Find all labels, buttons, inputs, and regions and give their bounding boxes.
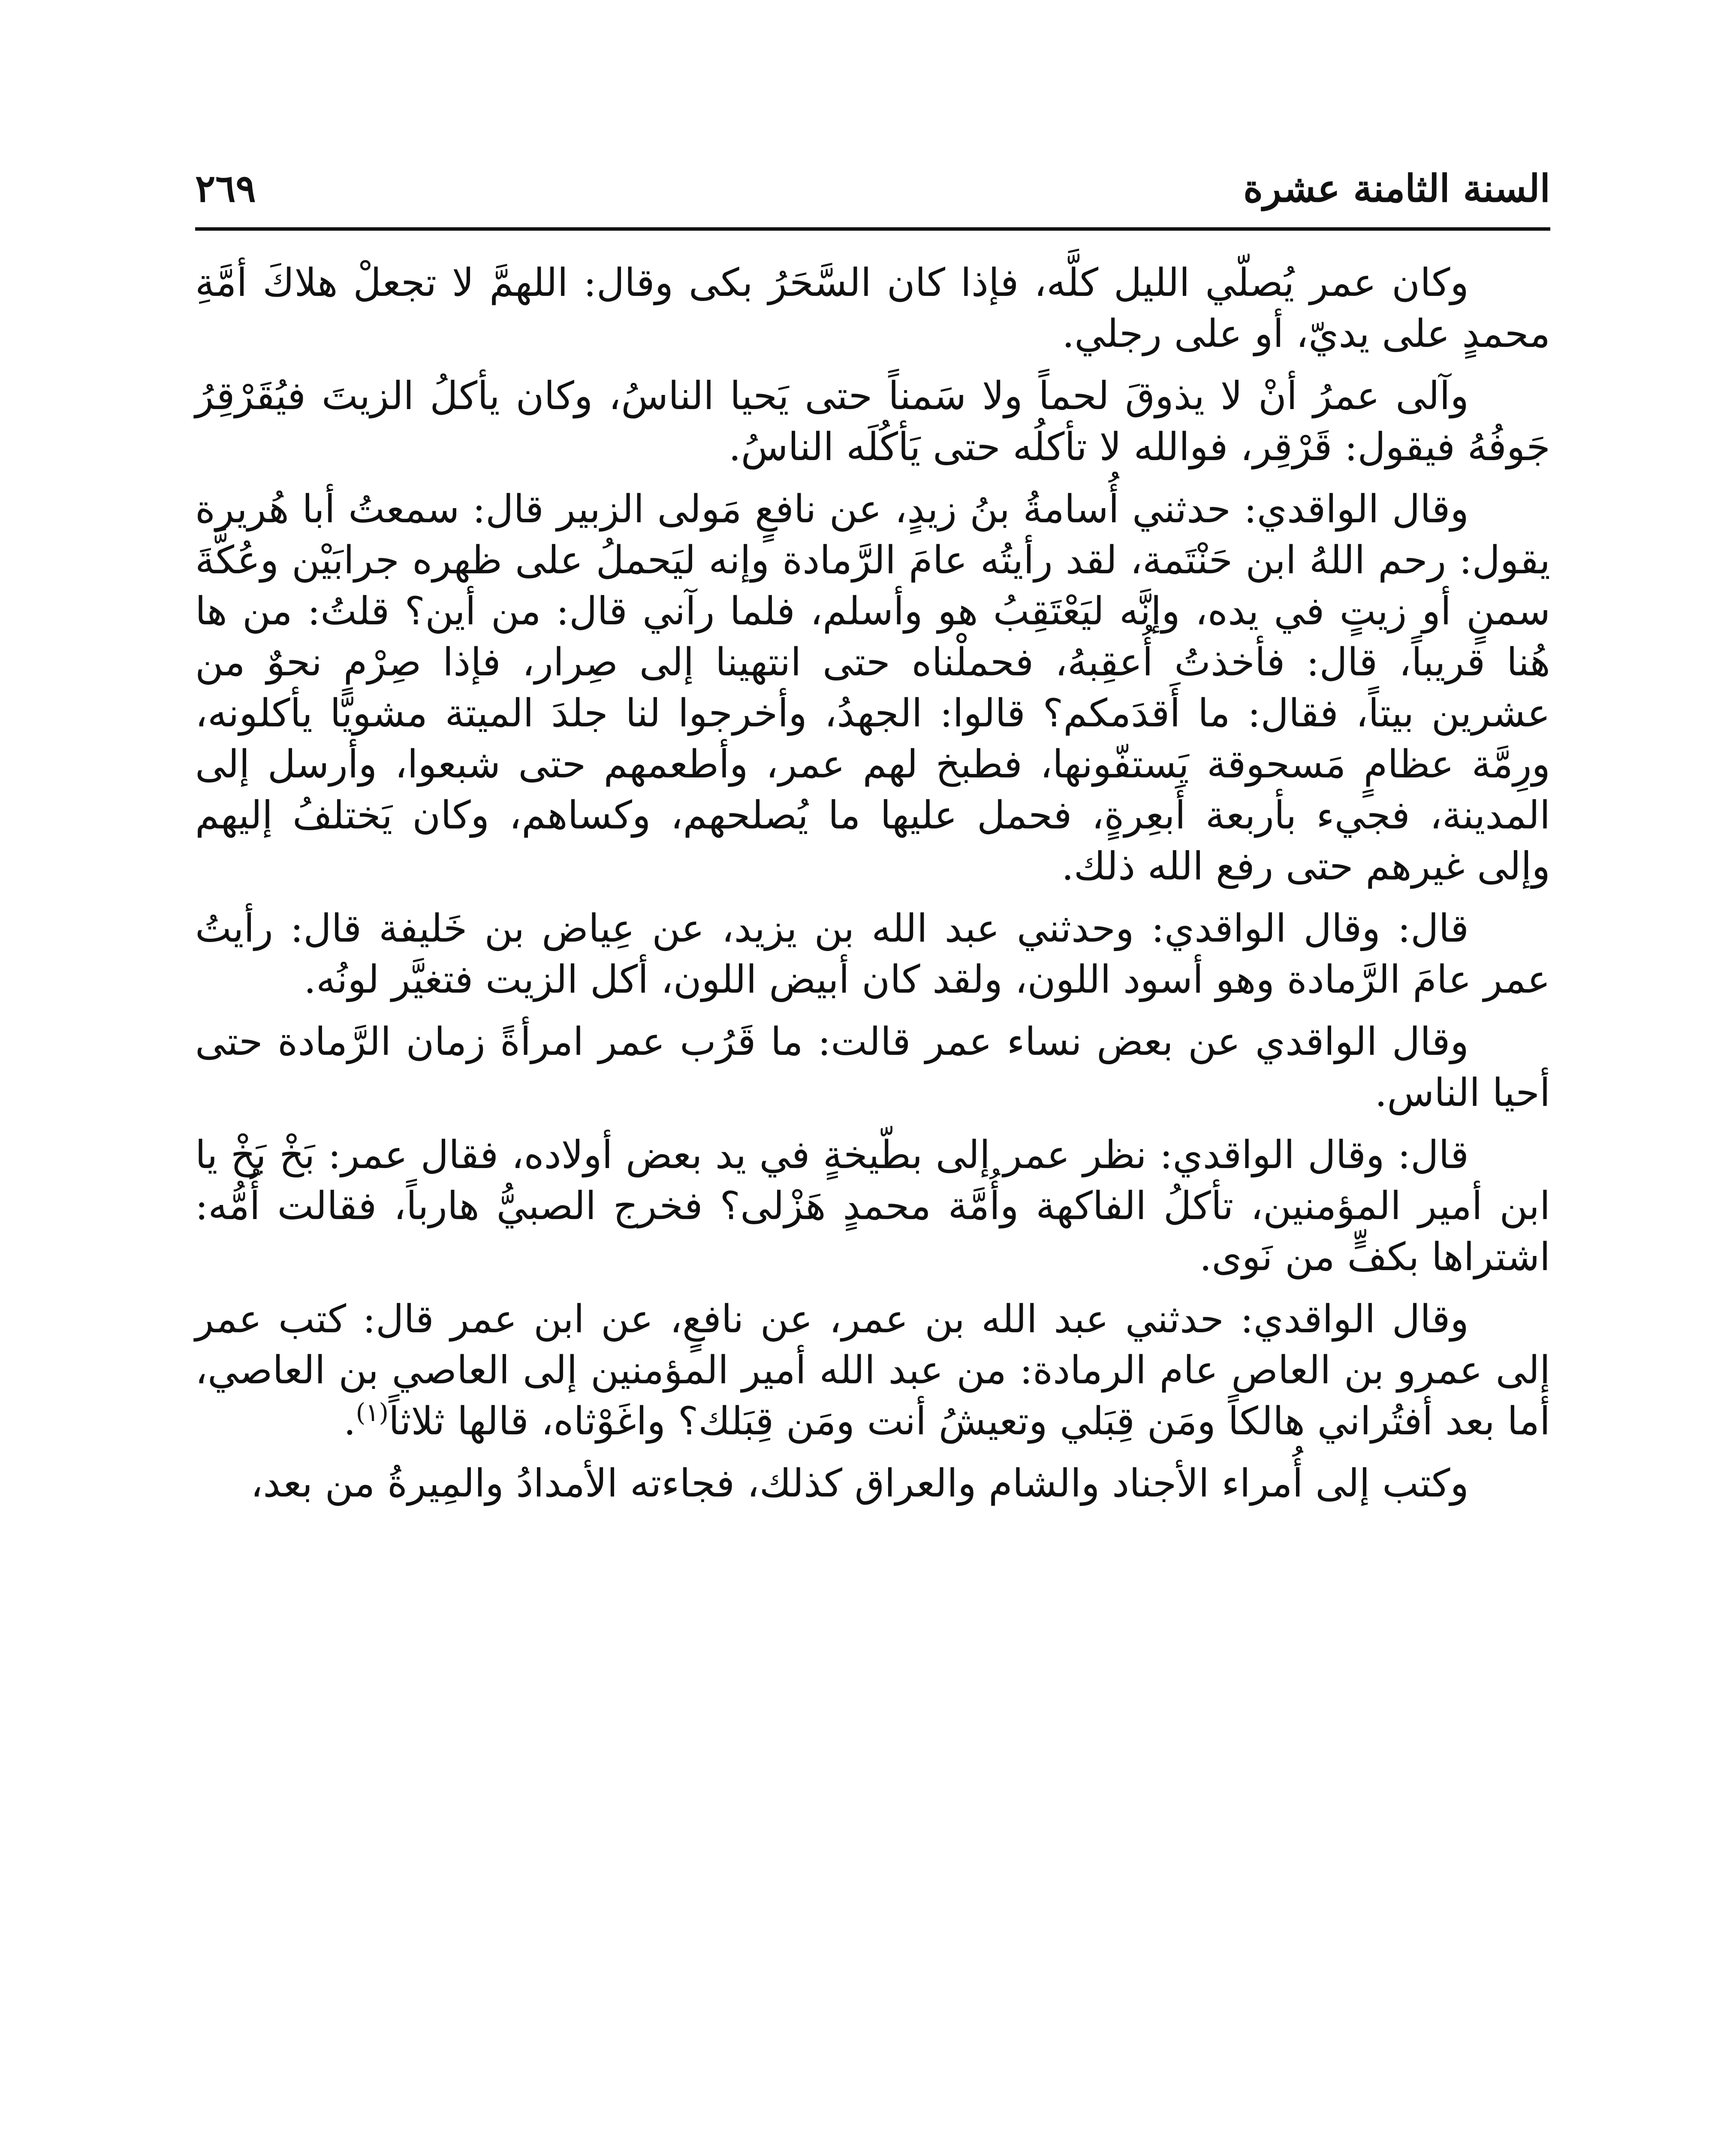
running-title: السنة الثامنة عشرة bbox=[1243, 166, 1550, 211]
paragraph-2: وآلى عمرُ أنْ لا يذوقَ لحماً ولا سَمناً حتى يَحيا الناسُ، وكان يأكلُ الزيتَ فيُقَرْقِرُ جَوفُهُ فيقول: قَرْقِر، فوالله لا تأكلُه حتى يَأكُلَه الناسُ. bbox=[195, 373, 1550, 470]
main-text bbox=[195, 257, 1550, 1520]
paragraph-8: وكتب إلى أُمراء الأجناد والشام والعراق كذلك، فجاءته الأمدادُ والمِيرةُ من بعد، bbox=[250, 1461, 1469, 1506]
header-rule bbox=[195, 227, 1550, 231]
page-number: ٢٦٩ bbox=[195, 166, 256, 211]
paragraph-4: قال: وقال الواقدي: وحدثني عبد الله بن يزيد، عن عِياض بن خَليفة قال: رأيتُ عمر عامَ الرَّمادة وهو أسود اللون، ولقد كان أبيض اللون، أكل الزيت فتغيَّر لونُه. bbox=[195, 906, 1550, 1002]
page-header bbox=[195, 152, 1550, 217]
paragraph-3: وقال الواقدي: حدثني أُسامةُ بنُ زيدٍ، عن نافعٍ مَولى الزبير قال: سمعتُ أبا هُريرة يقول: رحم اللهُ ابن حَنْتَمة، لقد رأيتُه عامَ الرَّمادة وإنه ليَحملُ على ظهره جرابَيْن وعُكَّةَ سمنٍ أو زيتٍ في يده، وإنَّه ليَعْتَقِبُ هو وأسلم، فلما رآني قال: من أين؟ قلتُ: من ها هُنا قريباً، قال: فأخذتُ أُعقِبهُ، فحملْناه حتى انتهينا إلى صِرار، فإذا صِرْم نحوٌ من عشرين بيتاً، فقال: ما أَقدَمكم؟ قالوا: الجهدُ، وأخرجوا لنا جلدَ الميتة مشويًّا يأكلونه، ورِمَّة عظامٍ مَسحوقة يَستفّونها، فطبخ لهم عمر، وأطعمهم حتى شبعوا، وأرسل إلى المدينة، فجيء بأربعة أَبعِرةٍ، فحمل عليها ما يُصلحهم، وكساهم، وكان يَختلفُ إليهم وإلى غيرهم حتى رفع الله ذلك. bbox=[195, 487, 1550, 889]
paragraph-6: قال: وقال الواقدي: نظر عمر إلى بطّيخةٍ في يد بعض أولاده، فقال عمر: بَخْ بَخْ يا ابن أمير المؤمنين، تأكلُ الفاكهة وأُمَّة محمدٍ هَزْلى؟ فخرج الصبيُّ هارباً، فقالت أُمُّه: اشتراها بكفٍّ من نَوى. bbox=[195, 1132, 1550, 1280]
paragraph-7 bbox=[195, 1294, 1550, 1447]
paragraph-7-text: وقال الواقدي: حدثني عبد الله بن عمر، عن نافعٍ، عن ابن عمر قال: كتب عمر إلى عمرو بن العاص عام الرمادة: من عبد الله أمير المؤمنين إلى العاصي بن العاصي، أما بعد أفتُراني هالكاً ومَن قِبَلي وتعيشُ أنت ومَن قِبَلك؟ واغَوْثاه، قالها ثلاثاً bbox=[195, 1297, 1550, 1444]
paragraph-7-end: . bbox=[344, 1399, 356, 1444]
paragraph-5: وقال الواقدي عن بعض نساء عمر قالت: ما قَرُب عمر امرأةً زمان الرَّمادة حتى أحيا الناس. bbox=[195, 1019, 1550, 1115]
paragraph-1: وكان عمر يُصلّي الليل كلَّه، فإذا كان السَّحَرُ بكى وقال: اللهمَّ لا تجعلْ هلاكَ أمَّةِ محمدٍ على يديّ، أو على رجلي. bbox=[195, 260, 1550, 356]
footnote-marker: (١) bbox=[356, 1398, 389, 1427]
